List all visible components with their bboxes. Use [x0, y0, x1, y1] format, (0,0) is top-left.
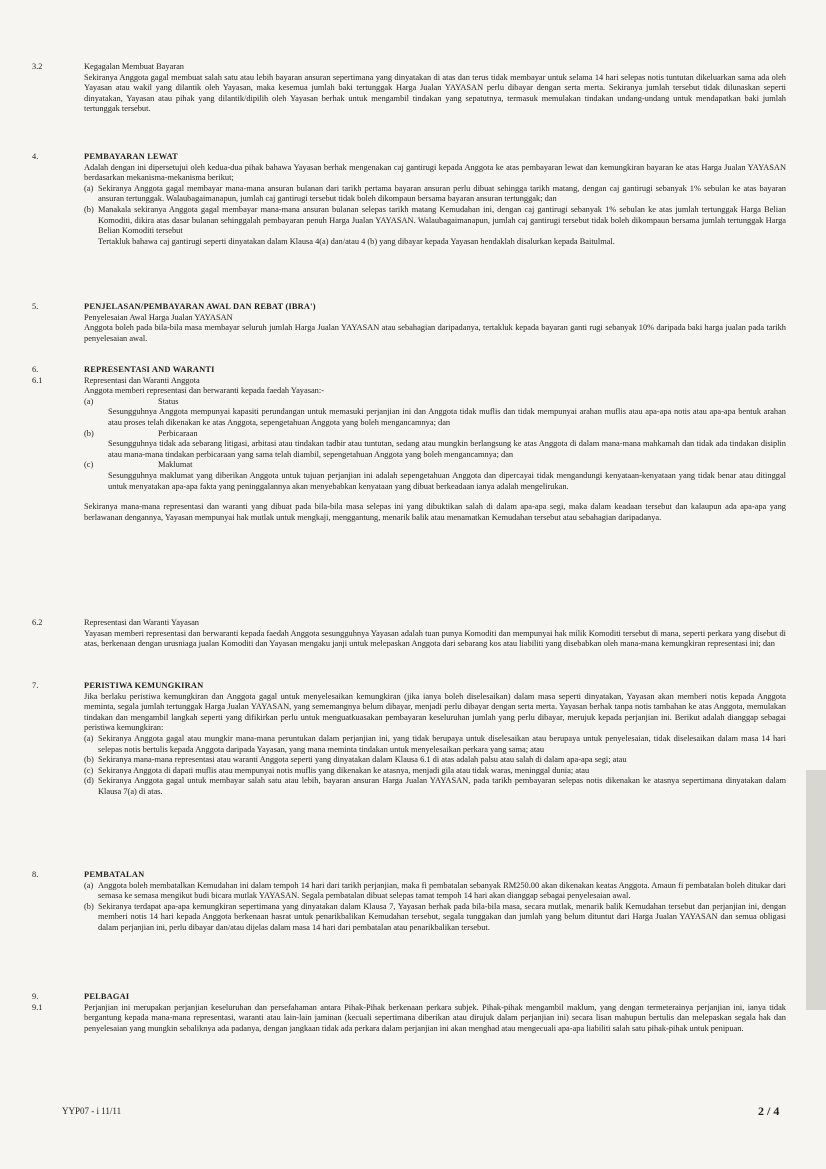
list-item — [84, 902, 786, 934]
section-title: PELBAGAI — [84, 992, 130, 1001]
item-label: (b) — [84, 428, 94, 438]
item-label: (b) — [84, 204, 94, 214]
subsection-number: 9.1 — [32, 1002, 43, 1012]
section-number: 6. — [32, 365, 39, 374]
section-intro: Adalah dengan ini dipersetujui oleh kedua-dua pihak bahawa Yayasan berhak mengenakan caj gantirugi kepada Anggota ke atas pembayaran lewat dan kemungkiran bayaran ke atas Harga Jualan YAYASAN berdasarkan mekanisma-mekanisma berikut; — [84, 162, 786, 183]
item-label: (a) — [84, 396, 94, 406]
section-title: Kegagalan Membuat Bayaran — [84, 62, 184, 71]
item-heading: Maklumat — [158, 460, 193, 470]
section-subtitle: Representasi dan Waranti Anggota — [84, 375, 200, 385]
item-text: Sekiranya Anggota gagal untuk membayar salah satu atau lebih, bayaran ansuran Harga Jualan YAYASAN, pada tarikh pembayaran selepas notis dikenakan ke atasnya sepertimana dinyatakan dalam Klausa 7(a) di atas. — [98, 776, 786, 796]
item-text: Sekiranya Anggota gagal atau mungkir mana-mana peruntukan dalam perjanjian ini, yang tidak berupaya untuk diselesaikan atau berupaya untuk penyelesaian, tidak diselesaikan dalam masa 14 hari selepas notis bertulis kepada Anggota daripada Yayasan, yang mana meminta tindakan untuk menyelesaikan perkara yang sama; atau — [98, 733, 786, 754]
section-title: Representasi dan Waranti Yayasan — [84, 618, 199, 627]
section-title: PEMBAYARAN LEWAT — [84, 152, 178, 161]
item-label: (b) — [84, 755, 94, 765]
list-item — [84, 205, 786, 237]
item-label: (a) — [84, 733, 94, 743]
item-heading: Status — [158, 396, 179, 406]
section-title: PENJELASAN/PEMBAYARAN AWAL DAN REBAT (IBRA') — [84, 302, 316, 311]
section-number: 6.2 — [32, 618, 43, 627]
section-tail: Sekiranya mana-mana representasi dan waranti yang dibuat pada bila-bila masa selepas ini yang dibuktikan salah di dalam apa-apa segi, maka dalam keadaan tersebut dan kalaupun ada apa-apa yang berlawanan dengannya, Yayasan mempunyai hak mutlak untuk mengkaji, menggantung, menarik balik atau menamatkan Kemudahan tersebut atau sebahagian daripadanya. — [84, 502, 786, 522]
item-text: Sesungguhnya Anggota mempunyai kapasiti perundangan untuk memasuki perjanjian ini dan Anggota tidak muflis dan tidak mempunyai arahan muflis atau apa-apa notis atau apa-apa bentuk arahan atau proses telah dikenakan ke atas Anggota, sepengetahuan Anggota yang boleh mengancamnya; dan — [108, 407, 786, 427]
section-number: 3.2 — [32, 62, 43, 71]
list-item — [84, 734, 786, 755]
item-label: (a) — [84, 880, 94, 890]
section-number: 4. — [32, 152, 39, 161]
section-text: Sekiranya Anggota gagal membuat salah satu atau lebih bayaran ansuran sepertimana yang dinyatakan di atas dan terus tidak membayar untuk selama 14 hari selepas notis tuntutan dikeluarkan sama ada oleh Yayasan atau wakil yang dilantik oleh Yayasan, maka kesemua jumlah baki tertunggak Harga Jualan YAYASAN perlu dibayar dengan serta merta. Sekiranya jumlah tersebut tidak dilunaskan seperti dinyatakan, Yayasan atau pihak yang dilantik/dipilih oleh Yayasan berhak untuk mengambil tindakan yang sepatutnya, termasuk memulakan tindakan undang-undang untuk mendapatkan baki jumlah tertunggak tersebut. — [84, 72, 786, 114]
page-number: 2 / 4 — [758, 1104, 780, 1118]
subsection-number: 6.1 — [32, 375, 43, 385]
list-item — [84, 460, 786, 492]
item-label: (b) — [84, 901, 94, 911]
list-item — [84, 881, 786, 902]
section-title: PERISTIWA KEMUNGKIRAN — [84, 681, 204, 690]
section-title: REPRESENTASI AND WARANTI — [84, 365, 215, 374]
item-label: (c) — [84, 460, 94, 470]
item-heading: Perbicaraan — [158, 428, 198, 438]
list-item — [84, 755, 786, 766]
scan-margin-strip — [806, 770, 826, 1010]
list-item — [84, 429, 786, 461]
list-item — [84, 397, 786, 429]
section-text: Yayasan memberi representasi dan berwaranti kepada faedah Anggota sesungguhnya Yayasan adalah tuan punya Komoditi dan mempunyai hak milik Komoditi tersebut di mana, seperti perkara yang disebut di atas, berkenaan dengan urusniaga jualan Komoditi dan Yayasan mengaku janji untuk melepaskan Anggota dari sebarang kos atau liabiliti yang disebabkan oleh mana-mana kemungkiran representasi ini; dan — [84, 628, 786, 649]
list-item — [84, 184, 786, 205]
item-text: Sekiranya Anggota di dapati muflis atau mempunyai notis muflis yang dikenakan ke atasnya, menjadi gila atau tidak waras, meninggal dunia; atau — [98, 765, 590, 775]
item-text: Sesungguhnya maklumat yang diberikan Anggota untuk tujuan perjanjian ini adalah sepengetahuan Anggota dan dipercayai tidak mengandungi kenyataan-kenyataan yang tidak benar atau ditinggal untuk menyatakan apa-apa fakta yang peninggalannya akan menyebabkan kenyataan yang dibuat berkeadaan ianya adalah mengelirukan. — [108, 470, 786, 491]
item-text: Sekiranya Anggota gagal membayar mana-mana ansuran bulanan dari tarikh pertama bayaran ansuran perlu dibuat sehingga tarikh matang, dengan caj gantirugi sebanyak 1% sebulan ke atas bayaran ansuran tertunggak. Walaubagaimanapun, jumlah caj gantirugi tersebut tidak boleh dikompaun bersama bayaran ansuran tertunggak; dan — [98, 183, 786, 204]
section-number: 5. — [32, 302, 39, 311]
item-text: Sekiranya mana-mana representasi atau waranti Anggota seperti yang dinyatakan dalam Klausa 6.1 di atas adalah palsu atau salah di dalam apa-apa segi; atau — [98, 755, 627, 765]
section-number: 7. — [32, 681, 39, 690]
section-subtitle: Penyelesaian Awal Harga Jualan YAYASAN — [84, 312, 233, 322]
list-item — [84, 776, 786, 797]
item-text: Manakala sekiranya Anggota gagal membayar mana-mana ansuran bulanan selepas tarikh matang Kemudahan ini, dengan caj gantirugi sebanyak 1% sebulan ke atas jumlah tertunggak Harga Belian Komoditi, dikira atas dasar bulanan sehinggalah pembayaran penuh Harga Jualan YAYASAN. Walaubagaimanapun, jumlah caj gantirugi tersebut tidak boleh dikompaun bersama jumlah tertunggak Harga Belian Komoditi tersebut — [98, 204, 786, 236]
item-label: (d) — [84, 776, 94, 786]
section-text: Anggota boleh pada bila-bila masa membayar seluruh jumlah Harga Jualan YAYASAN atau sebahagian daripadanya, tertakluk kepada bayaran ganti rugi sebanyak 10% daripada baki harga jualan pada tarikh penyelesaian awal. — [84, 323, 786, 343]
section-text: Perjanjian ini merupakan perjanjian keseluruhan dan persefahaman antara Pihak-Pihak berkenaan perkara subjek. Pihak-pihak mengambil maklum, yang dengan termeterainya perjanjian ini, ianya tidak bergantung kepada mana-mana representasi, waranti atau lain-lain jaminan (kecuali sepertimana diberikan atau dirujuk dalam perjanjian ini) secara lisan mahupun bertulis dan melepaskan segala hak dan penyelesaian yang mungkin sebaliknya ada padanya, dengan jangkaan tidak ada perkara dalam perjanjian ini akan menghad atau mengecuali apa-apa liabiliti salah satu pihak-pihak untuk penipuan. — [84, 1002, 786, 1033]
item-text: Sekiranya terdapat apa-apa kemungkiran sepertimana yang dinyatakan dalam Klausa 7, Yayasan berhak pada bila-bila masa, secara mutlak, menarik balik Kemudahan tersebut dan perjanjian ini, dengan memberi notis 14 hari kepada Anggota berkenaan hasrat untuk penarikbalikan Kemudahan tersebut, segala tunggakan dan jumlah yang belum dituntut dari Harga Jualan YAYASAN dan semua obligasi dalam perjanjian ini, perlu dibayar dan/atau dijelas dalam masa 14 hari dari pembatalan atau penarikbalikan tersebut. — [98, 901, 786, 932]
section-number: 8. — [32, 870, 39, 879]
section-title: PEMBATALAN — [84, 870, 145, 879]
section-number: 9. — [32, 992, 39, 1001]
section-tail: Tertakluk bahawa caj gantirugi seperti dinyatakan dalam Klausa 4(a) dan/atau 4 (b) yang dibayar kepada Yayasan hendaklah disalurkan kepada Baitulmal. — [98, 236, 615, 246]
item-text: Anggota boleh membatalkan Kemudahan ini dalam tempoh 14 hari dari tarikh perjanjian, maka fi pembatalan sebanyak RM250.00 akan dikenakan keatas Anggota. Amaun fi pembatalan boleh ditukar dari semasa ke semasa mengikut budi bicara mutlak YAYASAN. Segala pembatalan dibuat selepas tamat tempoh 14 hari akan dianggap sebagai penyelesaian awal. — [98, 880, 786, 901]
section-intro: Jika berlaku peristiwa kemungkiran dan Anggota gagal untuk menyelesaikan kemungkiran (jika ianya boleh diselesaikan) dalam masa seperti dinyatakan, Yayasan akan memberi notis kepada Anggota meminta, segala jumlah tertunggak Harga Jualan YAYASAN, yang sememangnya belum dibayar, menjadi perlu dibayar dengan serta merta. Yayasan berhak tanpa notis tambahan ke atas Anggota, memulakan tindakan dan mengambil langkah seperti yang difikirkan perlu untuk menguatkuasakan pembayaran keseluruhan jumlah yang perlu dibayar, merujuk kepada perjanjian ini. Berikut adalah dianggap sebagai peristiwa kemungkiran: — [84, 691, 786, 733]
form-code: YYP07 - i 11/11 — [62, 1106, 122, 1116]
item-label: (c) — [84, 765, 94, 775]
item-label: (a) — [84, 183, 94, 193]
list-item — [84, 766, 786, 777]
section-intro: Anggota memberi representasi dan berwaranti kepada faedah Yayasan:- — [84, 386, 324, 396]
item-text: Sesungguhnya tidak ada sebarang litigasi, arbitasi atau tindakan tadbir atau tuntutan, sedang atau mungkin berlangsung ke atas Anggota di dalam mana-mana mahkamah dan tidak ada tindakan disiplin atau mana-mana tindakan perbicaraan yang sama telah diambil, sepengetahuan Anggota yang boleh mengancamnya; dan — [108, 439, 786, 459]
